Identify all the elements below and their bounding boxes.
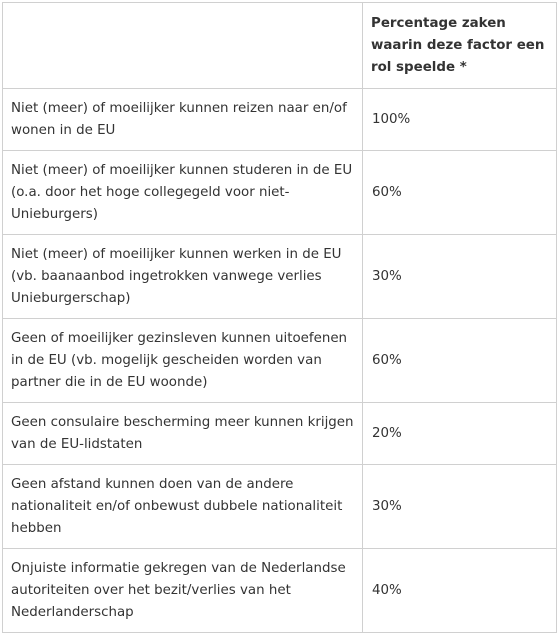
table-row (3, 151, 557, 235)
factor-cell: Geen afstand kunnen doen van de andere nationaliteit en/of onbewust dubbele nationaliteit hebben (3, 465, 363, 549)
percentage-cell: 20% (363, 403, 557, 465)
factor-cell: Niet (meer) of moeilijker kunnen reizen naar en/of wonen in de EU (3, 89, 363, 151)
factor-cell: Geen of moeilijker gezinsleven kunnen uitoefenen in de EU (vb. mogelijk gescheiden worden van partner die in de EU woonde) (3, 319, 363, 403)
factor-cell: Onjuiste informatie gekregen van de Nederlandse autoriteiten over het bezit/verlies van het Nederlanderschap (3, 549, 363, 633)
table-row (3, 235, 557, 319)
percentage-cell: 60% (363, 319, 557, 403)
percentage-cell: 100% (363, 89, 557, 151)
table-row (3, 549, 557, 633)
percentage-cell: 40% (363, 549, 557, 633)
factor-cell: Geen consulaire bescherming meer kunnen krijgen van de EU-lidstaten (3, 403, 363, 465)
table-row (3, 465, 557, 549)
factor-table-container (2, 2, 556, 633)
factor-cell: Niet (meer) of moeilijker kunnen studeren in de EU (o.a. door het hoge collegegeld voor niet-Unieburgers) (3, 151, 363, 235)
table-row (3, 403, 557, 465)
table-row (3, 319, 557, 403)
header-factor-cell (3, 3, 363, 89)
percentage-cell: 30% (363, 465, 557, 549)
percentage-cell: 60% (363, 151, 557, 235)
factor-cell: Niet (meer) of moeilijker kunnen werken in de EU (vb. baanaanbod ingetrokken vanwege verlies Unieburgerschap) (3, 235, 363, 319)
table-row (3, 89, 557, 151)
percentage-cell: 30% (363, 235, 557, 319)
header-percentage-cell: Percentage zaken waarin deze factor een rol speelde * (363, 3, 557, 89)
factor-percentage-table (2, 2, 557, 633)
table-header-row (3, 3, 557, 89)
